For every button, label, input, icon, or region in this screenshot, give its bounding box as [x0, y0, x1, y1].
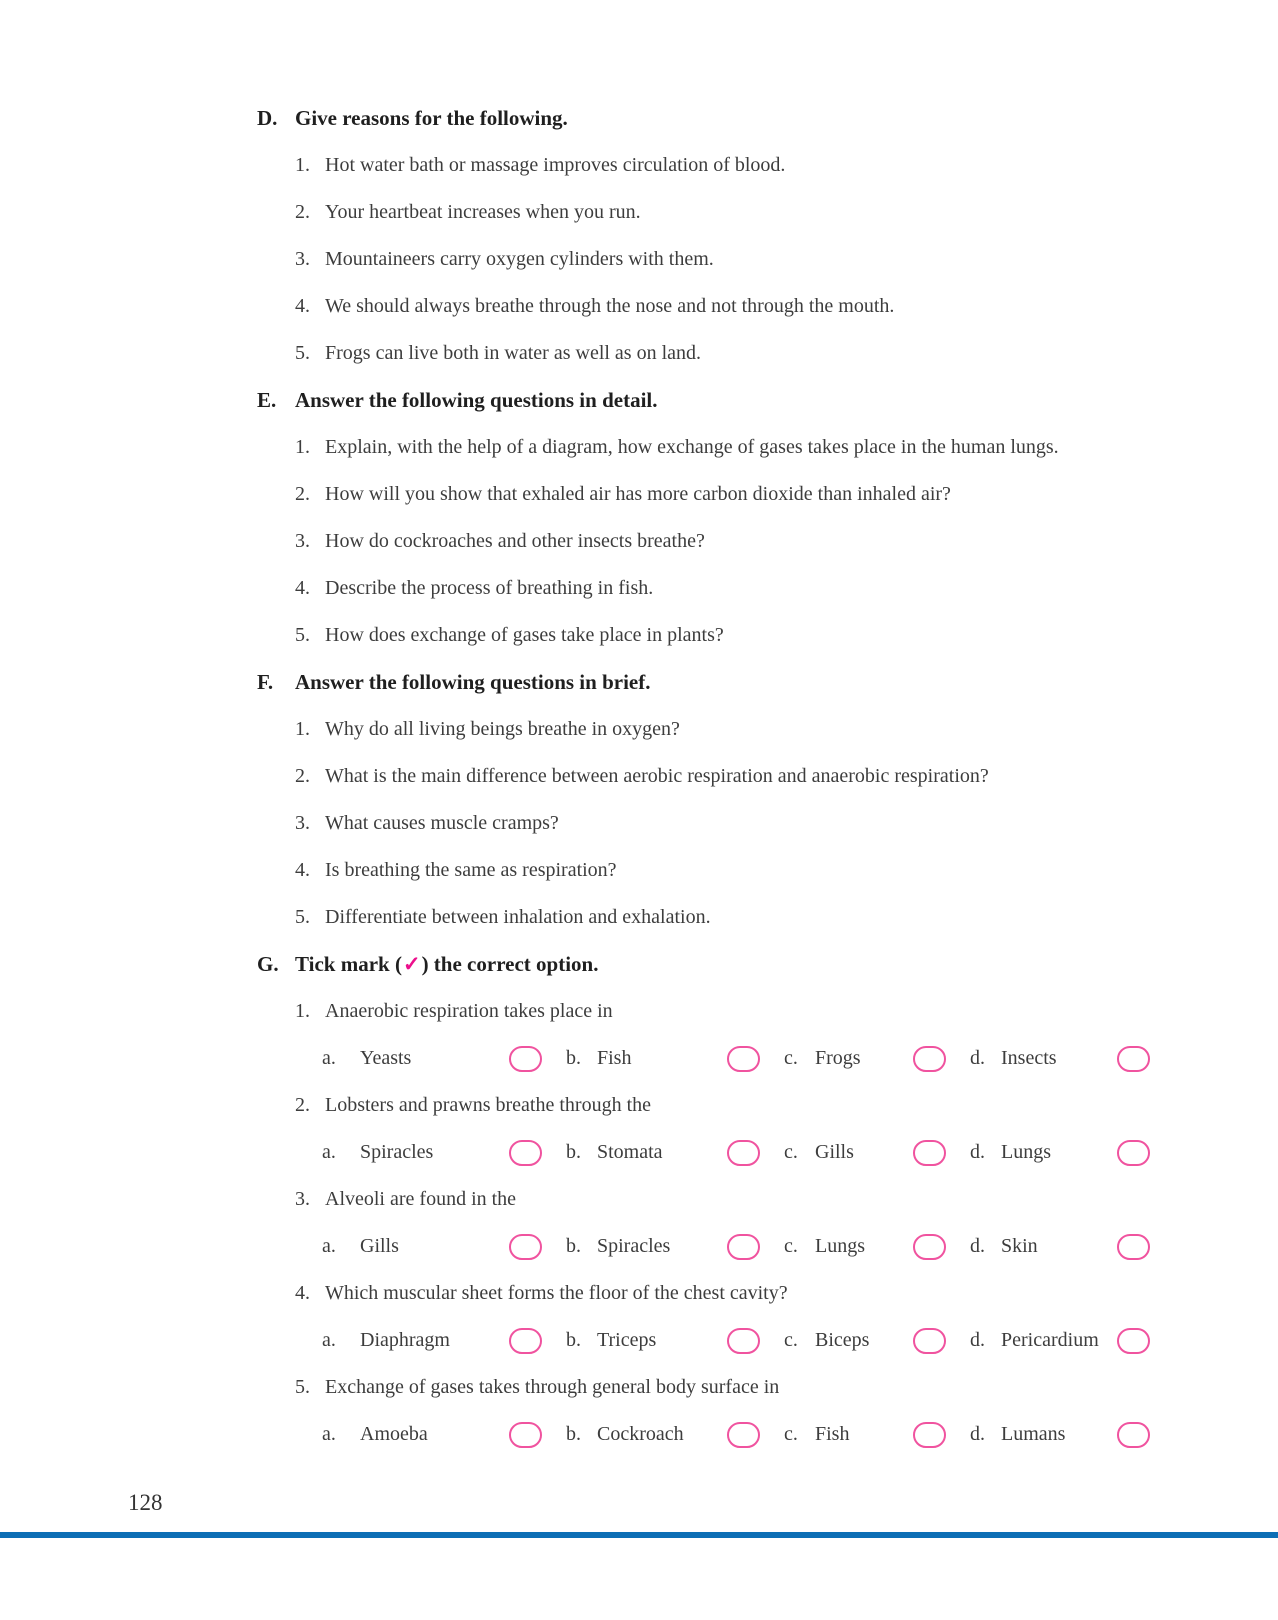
tick-oval[interactable] — [913, 1140, 946, 1166]
item-text: Mountaineers carry oxygen cylinders with them. — [325, 248, 714, 270]
item-number: 5. — [295, 906, 310, 928]
option-label: Insects — [1001, 1047, 1057, 1069]
question-number: 3. — [295, 1188, 310, 1210]
item-text: What is the main difference between aerobic respiration and anaerobic respiration? — [325, 765, 989, 787]
option-label: Fish — [597, 1047, 632, 1069]
mcq-options-row — [322, 1223, 1217, 1270]
section-heading — [257, 95, 1217, 142]
tick-oval[interactable] — [1117, 1422, 1150, 1448]
item-text: What causes muscle cramps? — [325, 812, 559, 834]
tick-oval[interactable] — [509, 1234, 542, 1260]
list-item — [257, 189, 1217, 236]
bottom-rule-divider — [0, 1532, 1278, 1538]
option-label: Diaphragm — [360, 1329, 450, 1351]
option-label: Biceps — [815, 1329, 870, 1351]
option-label: Pericardium — [1001, 1329, 1099, 1351]
option-a — [322, 1234, 566, 1260]
section-title — [295, 952, 598, 977]
option-a — [322, 1328, 566, 1354]
option-label: Yeasts — [360, 1047, 412, 1069]
question-text: Anaerobic respiration takes place in — [325, 1000, 613, 1022]
question-number: 1. — [295, 1000, 310, 1022]
option-letter: d. — [970, 1235, 985, 1257]
tick-oval[interactable] — [727, 1140, 760, 1166]
option-label: Lumans — [1001, 1423, 1066, 1445]
option-label: Stomata — [597, 1141, 663, 1163]
option-letter: b. — [566, 1329, 581, 1351]
item-number: 2. — [295, 201, 310, 223]
option-c — [784, 1234, 970, 1260]
item-number: 3. — [295, 812, 310, 834]
mcq-question — [257, 1364, 1217, 1411]
section-title: Give reasons for the following. — [295, 106, 568, 130]
option-label: Skin — [1001, 1235, 1038, 1257]
list-item — [257, 518, 1217, 565]
option-letter: c. — [784, 1141, 798, 1163]
option-label: Spiracles — [597, 1235, 671, 1257]
mcq-options-row — [322, 1411, 1217, 1458]
section-title: Answer the following questions in brief. — [295, 670, 651, 694]
section-answer-in-detail — [257, 377, 1217, 659]
option-b — [566, 1046, 784, 1072]
tick-oval[interactable] — [913, 1234, 946, 1260]
option-letter: d. — [970, 1141, 985, 1163]
section-letter: G. — [257, 952, 279, 976]
section-heading — [257, 659, 1217, 706]
item-number: 1. — [295, 436, 310, 458]
list-item — [257, 612, 1217, 659]
item-number: 1. — [295, 718, 310, 740]
item-number: 5. — [295, 342, 310, 364]
item-text: Frogs can live both in water as well as on land. — [325, 342, 702, 364]
tick-oval[interactable] — [727, 1328, 760, 1354]
option-b — [566, 1422, 784, 1448]
mcq-options-row — [322, 1035, 1217, 1082]
list-item — [257, 330, 1217, 377]
item-text: Hot water bath or massage improves circulation of blood. — [325, 154, 786, 176]
question-number: 4. — [295, 1282, 310, 1304]
mcq-question — [257, 988, 1217, 1035]
item-text: Is breathing the same as respiration? — [325, 859, 617, 881]
option-letter: c. — [784, 1047, 798, 1069]
option-c — [784, 1422, 970, 1448]
list-item — [257, 894, 1217, 941]
option-a — [322, 1046, 566, 1072]
item-text: Your heartbeat increases when you run. — [325, 201, 641, 223]
option-letter: a. — [322, 1423, 336, 1445]
option-d — [970, 1140, 1158, 1166]
tick-oval[interactable] — [913, 1328, 946, 1354]
option-label: Lungs — [815, 1235, 865, 1257]
mcq-options-row — [322, 1129, 1217, 1176]
question-number: 2. — [295, 1094, 310, 1116]
mcq-question — [257, 1270, 1217, 1317]
option-c — [784, 1046, 970, 1072]
section-letter: D. — [257, 106, 278, 130]
tick-oval[interactable] — [509, 1140, 542, 1166]
item-number: 2. — [295, 765, 310, 787]
item-number: 4. — [295, 295, 310, 317]
option-letter: b. — [566, 1141, 581, 1163]
option-letter: b. — [566, 1235, 581, 1257]
section-tick-correct-option — [257, 941, 1217, 1458]
question-text: Exchange of gases takes through general body surface in — [325, 1376, 780, 1398]
option-label: Gills — [815, 1141, 854, 1163]
option-a — [322, 1140, 566, 1166]
option-a — [322, 1422, 566, 1448]
item-text: Explain, with the help of a diagram, how exchange of gases takes place in the human lungs. — [325, 436, 1059, 458]
item-text: How do cockroaches and other insects breathe? — [325, 530, 705, 552]
option-label: Lungs — [1001, 1141, 1051, 1163]
list-item — [257, 424, 1217, 471]
exercise-content — [257, 95, 1217, 1458]
item-text: We should always breathe through the nose and not through the mouth. — [325, 295, 895, 317]
list-item — [257, 753, 1217, 800]
item-number: 5. — [295, 624, 310, 646]
option-label: Cockroach — [597, 1423, 684, 1445]
tick-oval[interactable] — [1117, 1234, 1150, 1260]
option-d — [970, 1422, 1158, 1448]
option-d — [970, 1328, 1158, 1354]
tick-oval[interactable] — [727, 1422, 760, 1448]
question-text: Which muscular sheet forms the floor of the chest cavity? — [325, 1282, 788, 1304]
option-c — [784, 1328, 970, 1354]
section-letter: E. — [257, 388, 277, 412]
question-text: Lobsters and prawns breathe through the — [325, 1094, 652, 1116]
tick-oval[interactable] — [913, 1422, 946, 1448]
option-label: Frogs — [815, 1047, 861, 1069]
item-number: 3. — [295, 530, 310, 552]
item-text: How will you show that exhaled air has more carbon dioxide than inhaled air? — [325, 483, 951, 505]
option-letter: d. — [970, 1329, 985, 1351]
tick-mark-icon: ✓ — [402, 952, 421, 976]
list-item — [257, 565, 1217, 612]
option-letter: a. — [322, 1047, 336, 1069]
question-number: 5. — [295, 1376, 310, 1398]
item-text: Differentiate between inhalation and exhalation. — [325, 906, 711, 928]
option-d — [970, 1046, 1158, 1072]
section-title: Answer the following questions in detail. — [295, 388, 658, 412]
option-letter: c. — [784, 1329, 798, 1351]
tick-oval[interactable] — [1117, 1140, 1150, 1166]
item-number: 3. — [295, 248, 310, 270]
item-number: 1. — [295, 154, 310, 176]
section-heading — [257, 941, 1217, 988]
option-letter: a. — [322, 1141, 336, 1163]
option-letter: c. — [784, 1235, 798, 1257]
title-post: ) the correct option. — [421, 952, 599, 976]
list-item — [257, 471, 1217, 518]
tick-oval[interactable] — [509, 1046, 542, 1072]
tick-oval[interactable] — [509, 1422, 542, 1448]
item-text: How does exchange of gases take place in plants? — [325, 624, 724, 646]
section-give-reasons — [257, 95, 1217, 377]
option-c — [784, 1140, 970, 1166]
option-letter: d. — [970, 1423, 985, 1445]
section-heading — [257, 377, 1217, 424]
section-letter: F. — [257, 670, 274, 694]
mcq-options-row — [322, 1317, 1217, 1364]
option-b — [566, 1328, 784, 1354]
list-item — [257, 142, 1217, 189]
mcq-question — [257, 1176, 1217, 1223]
tick-oval[interactable] — [1117, 1328, 1150, 1354]
item-number: 4. — [295, 859, 310, 881]
item-number: 2. — [295, 483, 310, 505]
option-label: Amoeba — [360, 1423, 428, 1445]
option-letter: b. — [566, 1047, 581, 1069]
option-label: Spiracles — [360, 1141, 434, 1163]
option-b — [566, 1234, 784, 1260]
mcq-question — [257, 1082, 1217, 1129]
option-b — [566, 1140, 784, 1166]
tick-oval[interactable] — [727, 1234, 760, 1260]
tick-oval[interactable] — [913, 1046, 946, 1072]
option-label: Fish — [815, 1423, 850, 1445]
item-text: Describe the process of breathing in fish. — [325, 577, 654, 599]
option-letter: a. — [322, 1329, 336, 1351]
title-pre: Tick mark ( — [295, 952, 402, 976]
option-label: Gills — [360, 1235, 399, 1257]
list-item — [257, 236, 1217, 283]
item-number: 4. — [295, 577, 310, 599]
list-item — [257, 706, 1217, 753]
option-letter: c. — [784, 1423, 798, 1445]
tick-oval[interactable] — [509, 1328, 542, 1354]
tick-oval[interactable] — [727, 1046, 760, 1072]
option-letter: a. — [322, 1235, 336, 1257]
option-d — [970, 1234, 1158, 1260]
question-text: Alveoli are found in the — [325, 1188, 517, 1210]
option-label: Triceps — [597, 1329, 657, 1351]
option-letter: d. — [970, 1047, 985, 1069]
list-item — [257, 847, 1217, 894]
item-text: Why do all living beings breathe in oxygen? — [325, 718, 680, 740]
tick-oval[interactable] — [1117, 1046, 1150, 1072]
option-letter: b. — [566, 1423, 581, 1445]
section-answer-in-brief — [257, 659, 1217, 941]
page-number: 128 — [128, 1490, 163, 1515]
list-item — [257, 800, 1217, 847]
list-item — [257, 283, 1217, 330]
